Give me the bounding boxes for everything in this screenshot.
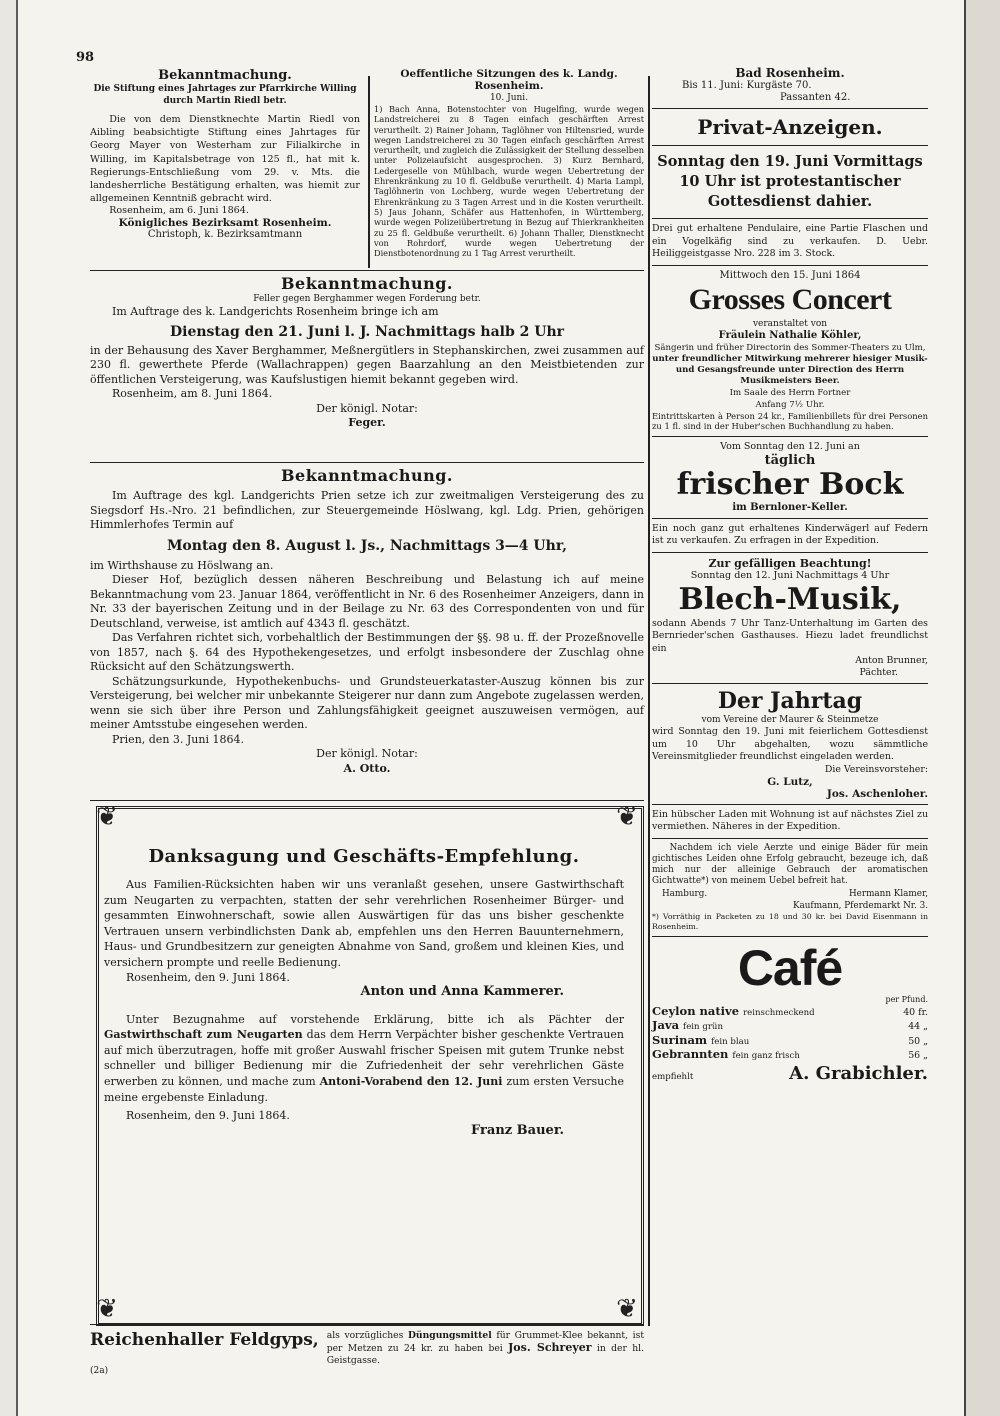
gyps-text: als vorzügliches bbox=[326, 1330, 404, 1341]
dank-highlight: Gastwirthschaft zum Neugarten bbox=[104, 1028, 303, 1042]
gicht-body: Nachdem ich viele Aerzte und einige Bäder für mein gichtisches Leiden ohne Erfolg gebraucht, bezeuge ich, daß mich nur der alleinige Gebrauch der aromatischen Gichtwatte*) von meinem Uebel befreit hat. bbox=[652, 842, 928, 887]
bock-place: im Bernloner-Keller. bbox=[732, 501, 848, 513]
jahrtag-signer: Jos. Aschenloher. bbox=[826, 787, 928, 800]
concert-by: veranstaltet von bbox=[752, 318, 828, 329]
bock-from: Vom Sonntag den 12. Juni an bbox=[720, 440, 860, 452]
notice-body: in der Behausung des Xaver Berghammer, Meßnergütlers in Stephanskirchen, zwei zusammen auf 230 fl. gewerthete Pferde (Wallachrappen) gegen Baarzahlung an den Meistbietenden zur öffentlichen Versteigerung, was Kaufslustigen hiemit bekannt gegeben wird. bbox=[90, 343, 644, 386]
gicht-addr: Kaufmann, Pferdemarkt Nr. 3. bbox=[792, 900, 928, 911]
cafe-price-list bbox=[652, 1005, 928, 1063]
blech-when: Sonntag den 12. Juni Nachmittags 4 Uhr bbox=[690, 569, 890, 581]
notice-subtitle: Feller gegen Berghammer wegen Forderung betr. bbox=[253, 294, 481, 304]
gyps-highlight: Düngungsmittel bbox=[407, 1330, 492, 1341]
notice-date: Prien, den 3. Juni 1864. bbox=[112, 732, 244, 746]
cafe-title: Café bbox=[737, 939, 843, 996]
cafe-row-desc: fein ganz frisch bbox=[732, 1051, 800, 1062]
gyps-title: Reichenhaller Feldgyps, bbox=[90, 1330, 319, 1350]
blech-title: Blech-Musik, bbox=[678, 581, 902, 617]
court-body: 1) Bach Anna, Botenstochter von Hugelfing, wurde wegen Landstreicherei zu 8 Tagen einfach geschärften Arrest verurtheilt. 2) Rainer Johann, Taglöhner von Hiltensried, wurde wegen Landstreicherei zu 30 Tagen einfach geschärften Arrest verurtheilt, und zugleich die Zulässigkeit der Stellung desselben unter Polizeiaufsicht ausgesprochen. 3) Kurz Bernhard, Ledergeselle von Mühlbach, wurde wegen Uebertretung der Ehrenkränkung zu 10 fl. Geldbuße verurtheilt. 4) Maria Lampl, Taglöhnerin von Lochberg, wurde wegen Uebertretung der Ehrenkränkung zu 3 Tagen Arrest und in die Kosten verurtheilt. 5) Jaus Johann, Schäfer aus Hattenhofen, in Württemberg, wurde wegen Polizeiübertretung in Bezug auf Thierkrankheiten zu 25 fl. Geldbuße verurtheilt. 6) Johann Thaller, Dienstknecht von Rohrdorf, wurde wegen Uebertretung der Dienstbotenordnung zu 1 Tag Arrest verurtheilt. bbox=[374, 104, 644, 259]
privat-title: Privat-Anzeigen. bbox=[697, 115, 883, 139]
divider bbox=[90, 270, 644, 271]
wagerl-ad: Ein noch ganz gut erhaltenes Kinderwägerl auf Federn ist zu verkaufen. Zu erfragen in der Expedition. bbox=[652, 522, 928, 546]
notice-intro: Im Auftrage des kgl. Landgerichts Prien setze ich zur zweitmaligen Versteigerung des zu Siegsdorf Hs.-Nro. 21 befindlichen, zur Steuergemeinde Höslwang, kgl. Ldg. Prien, gehörigen Himmlerhofes Termin auf bbox=[90, 489, 644, 531]
bad-line: Passanten 42. bbox=[780, 92, 851, 103]
bock-title: frischer Bock bbox=[676, 466, 904, 502]
concert-with: unter freundlicher Mitwirkung mehrerer hiesiger Musik- und Gesangsfreunde unter Direction des Herrn Musikmeisters Beer. bbox=[652, 353, 928, 386]
blech-body: sodann Abends 7 Uhr Tanz-Unterhaltung im Garten des Bernrieder'schen Gasthauses. Hiezu ladet freundlichst ein bbox=[652, 617, 928, 654]
blech-signer: Anton Brunner, bbox=[855, 655, 928, 666]
gyps-text: für Grummet-Klee bekannt, ist per Metzen zu 24 kr. zu haben bei bbox=[326, 1330, 645, 1354]
notice-p4: Schätzungsurkunde, Hypothekenbuchs- und Grundsteuerkataster-Auszug können bis zur Versteigerung, bei welcher mir unbekannte Steigerer nur dann zum Angebote zugelassen werden, wenn sie sich über ihre Person und Zahlungsfähigkeit geeignet auszuweisen vermögen, auf meiner Amtsstube eingesehen werden. bbox=[90, 674, 644, 731]
concert-start: Anfang 7½ Uhr. bbox=[755, 399, 825, 410]
notice-p1: im Wirthshause zu Höslwang an. bbox=[90, 558, 274, 572]
cafe-row-price: 56 „ bbox=[908, 1050, 928, 1062]
notice-intro: Im Auftrage des k. Landgerichts Rosenheim bringe ich am bbox=[112, 305, 439, 318]
jahrtag-vorst: Die Vereinsvorsteher: bbox=[824, 763, 928, 775]
dank-title: Danksagung und Geschäfts-Empfehlung. bbox=[148, 846, 580, 867]
notice-body: Die von dem Dienstknechte Martin Riedl von Aibling beabsichtigte Stiftung eines Jahrtages für Georg Mayer von Westerham zur Filialkirche in Willing, im Kapitalsbetrage von 125 fl., hat mit k. Regierungs-Entschließung vom 29. v. Mts. die landesherrliche Bestätigung erhalten, was hiemit zur allgemeinen Kenntniß gebracht wird. bbox=[90, 114, 360, 205]
cafe-row-desc: fein grün bbox=[683, 1022, 723, 1033]
concert-date: Mittwoch den 15. Juni 1864 bbox=[719, 269, 861, 281]
auction-date: Montag den 8. August l. Js., Nachmittags 3—4 Uhr, bbox=[166, 537, 568, 554]
cafe-row-price: 40 fr. bbox=[903, 1006, 928, 1018]
notice-p3: Das Verfahren richtet sich, vorbehaltlich der Bestimmungen der §§. 98 u. ff. der Prozeßnovelle von 1857, nach §. 64 des Hypothekengesetzes, und erfolgt insbesondere der Zuschlag ohne Rücksicht auf den Schätzungswerth. bbox=[90, 631, 644, 673]
cafe-row bbox=[652, 1048, 928, 1063]
cafe-row-desc: reinschmeckend bbox=[743, 1007, 815, 1018]
notice-signer: Feger. bbox=[348, 416, 386, 429]
notice-title: Bekanntmachung. bbox=[280, 274, 453, 293]
cafe-empf: empfiehlt bbox=[652, 1071, 694, 1082]
jahrtag-title: Der Jahrtag bbox=[717, 688, 863, 714]
page-number: 98 bbox=[76, 50, 95, 65]
dank-date: Rosenheim, den 9. Juni 1864. bbox=[126, 1109, 290, 1123]
notar-label: Der königl. Notar: bbox=[316, 747, 418, 760]
notice-title: Bekanntmachung. bbox=[280, 466, 453, 485]
notice-date: Rosenheim, am 8. Juni 1864. bbox=[112, 387, 273, 400]
notice-p2: Dieser Hof, bezüglich dessen näheren Beschreibung und Belastung ich auf meine Bekanntmachung vom 23. Januar 1864, veröffentlicht in Nr. 6 des Rosenheimer Anzeigers, dann in Nr. 33 der bayerischen Zeitung und in der Beilage zu Nr. 63 des Correspondenten von und für Deutschland, verweise, ist amtlich auf 4343 fl. geschätzt. bbox=[90, 573, 644, 630]
cafe-row-name: Ceylon native bbox=[652, 1003, 740, 1018]
cafe-row-price: 44 „ bbox=[908, 1021, 928, 1033]
column-rule bbox=[368, 76, 370, 268]
gyps-seller: Jos. Schreyer bbox=[508, 1341, 592, 1354]
notice-date: Rosenheim, am 6. Juni 1864. bbox=[109, 205, 249, 217]
cafe-row bbox=[652, 1034, 928, 1049]
bad-line: Bis 11. Juni: Kurgäste 70. bbox=[682, 80, 812, 91]
ornament-icon: ❦ bbox=[96, 802, 118, 832]
notar-label: Der königl. Notar: bbox=[316, 401, 418, 415]
cafe-row-name: Java bbox=[652, 1018, 680, 1033]
notice-subtitle: Die Stiftung eines Jahrtages zur Pfarrkirche Willing durch Martin Riedl betr. bbox=[93, 84, 357, 106]
divider bbox=[90, 800, 644, 801]
dank-text: das dem Herrn Verpächter bisher geschenkte Vertrauen auf mich überzutragen, hoffe mit großer Auswahl frischer Speisen mit gutem Trunke nebst schneller und billiger Bedienung mir die Zufriedenheit der sehr verehrlichen Gäste erwerben zu können, und mache zum bbox=[104, 1028, 625, 1088]
concert-venue: Im Saale des Herrn Fortner bbox=[729, 387, 851, 398]
gyps-text: in der hl. Geistgasse. bbox=[326, 1343, 645, 1366]
pendulaire-ad: Drei gut erhaltene Pendulaire, eine Partie Flaschen und ein Vogelkäfig sind zu verkaufen. D. Uebr. Heiliggeistgasse Nro. 228 im 3. Stock. bbox=[652, 223, 928, 259]
right-column bbox=[652, 66, 928, 1084]
dank-date: Rosenheim, den 9. Juni 1864. bbox=[126, 970, 290, 984]
blech-head: Zur gefälligen Beachtung! bbox=[708, 556, 872, 570]
column-rule bbox=[648, 76, 650, 1326]
dank-text: zum ersten Versuche meine ergebenste Einladung. bbox=[104, 1074, 625, 1104]
notice-siegsdorf bbox=[90, 466, 644, 776]
concert-tickets: Eintrittskarten à Person 24 kr., Familienbillets für drei Personen zu 1 fl. sind in der Huber'schen Buchhandlung zu haben. bbox=[652, 410, 928, 431]
concert-title: Grosses Concert bbox=[688, 282, 892, 316]
gicht-signer: Hermann Klamer, bbox=[848, 888, 928, 899]
court-sessions bbox=[374, 68, 644, 258]
notice-stiftung bbox=[90, 68, 360, 241]
next-page-edge bbox=[964, 0, 1000, 1416]
cafe-row-desc: fein blau bbox=[711, 1036, 750, 1047]
gicht-city: Hamburg. bbox=[662, 888, 708, 899]
cafe-row-name: Surinam bbox=[652, 1032, 708, 1047]
dank-notice bbox=[104, 846, 624, 1138]
cafe-row-name: Gebrannten bbox=[652, 1047, 729, 1062]
divider bbox=[90, 1324, 644, 1325]
gicht-note: *) Vorräthig in Packeten zu 18 und 30 kr. bei David Eisenmann in Rosenheim. bbox=[652, 911, 928, 931]
court-title: Oeffentliche Sitzungen des k. Landg. Rosenheim. bbox=[400, 68, 618, 92]
court-date: 10. Juni. bbox=[489, 93, 529, 103]
divider bbox=[90, 462, 644, 463]
dank-signer: Franz Bauer. bbox=[471, 1122, 564, 1138]
notice-title: Bekanntmachung. bbox=[158, 68, 292, 83]
notice-office: Königliches Bezirksamt Rosenheim. bbox=[118, 217, 332, 230]
notice-feller bbox=[90, 274, 644, 431]
ornament-icon: ❦ bbox=[616, 1294, 638, 1324]
jahrtag-sub: vom Vereine der Maurer & Steinmetze bbox=[701, 715, 879, 725]
notice-signer: A. Otto. bbox=[343, 761, 391, 775]
ornament-icon: ❦ bbox=[96, 1294, 118, 1324]
jahrtag-signer: G. Lutz, bbox=[767, 775, 813, 788]
concert-role: Sängerin und früher Directorin des Sommer-Theaters zu Ulm, bbox=[654, 342, 926, 353]
cafe-row-price: 50 „ bbox=[908, 1035, 928, 1047]
concert-name: Fräulein Nathalie Köhler, bbox=[718, 329, 862, 341]
cafe-per: per Pfund. bbox=[885, 994, 928, 1004]
dank-signer: Anton und Anna Kammerer. bbox=[360, 984, 564, 1000]
gyps-ad bbox=[90, 1330, 644, 1377]
dank-highlight: Antoni-Vorabend den 12. Juni bbox=[319, 1074, 503, 1088]
ornament-icon: ❦ bbox=[616, 802, 638, 832]
cafe-seller: A. Grabichler. bbox=[789, 1062, 928, 1084]
bock-daily: täglich bbox=[764, 452, 816, 468]
jahrtag-body: wird Sonntag den 19. Juni mit feierlichem Gottesdienst um 10 Uhr abgehalten, wozu sämmtliche Vereinsmitglieder freundlichst eingeladen werden. bbox=[652, 726, 928, 762]
dank-body: Aus Familien-Rücksichten haben wir uns veranlaßt gesehen, unsere Gastwirthschaft zum Neugarten zu verpachten, statten der sehr verehrlichen Rosenheimer Bürger- und gesammten Einwohnerschaft, sowie allen Auswärtigen für das uns bisher geschenkte Vertrauen unsern verbindlichsten Dank ab, empfehlen uns den Herren Bauunternehmern, Haus- und Grundbesitzern zur geneigten Abnahme von Sand, großem und kleinen Kies, und versichern prompte und reelle Bedienung. bbox=[104, 878, 624, 969]
gyps-ref: (2a) bbox=[90, 1366, 109, 1376]
cafe-row bbox=[652, 1019, 928, 1034]
notice-signer: Christoph, k. Bezirksamtmann bbox=[147, 229, 303, 241]
auction-date: Dienstag den 21. Juni l. J. Nachmittags halb 2 Uhr bbox=[170, 323, 564, 340]
dank-text: Unter Bezugnahme auf vorstehende Erklärung, bitte ich als Pächter der bbox=[126, 1012, 624, 1026]
blech-role: Pächter. bbox=[859, 667, 898, 678]
gottesdienst-ad: Sonntag den 19. Juni Vormittags 10 Uhr ist protestantischer Gottesdienst dahier. bbox=[657, 153, 923, 210]
laden-ad: Ein hübscher Laden mit Wohnung ist auf nächstes Ziel zu vermiethen. Näheres in der Expedition. bbox=[652, 808, 928, 832]
cafe-row bbox=[652, 1005, 928, 1020]
bad-title: Bad Rosenheim. bbox=[735, 66, 845, 80]
